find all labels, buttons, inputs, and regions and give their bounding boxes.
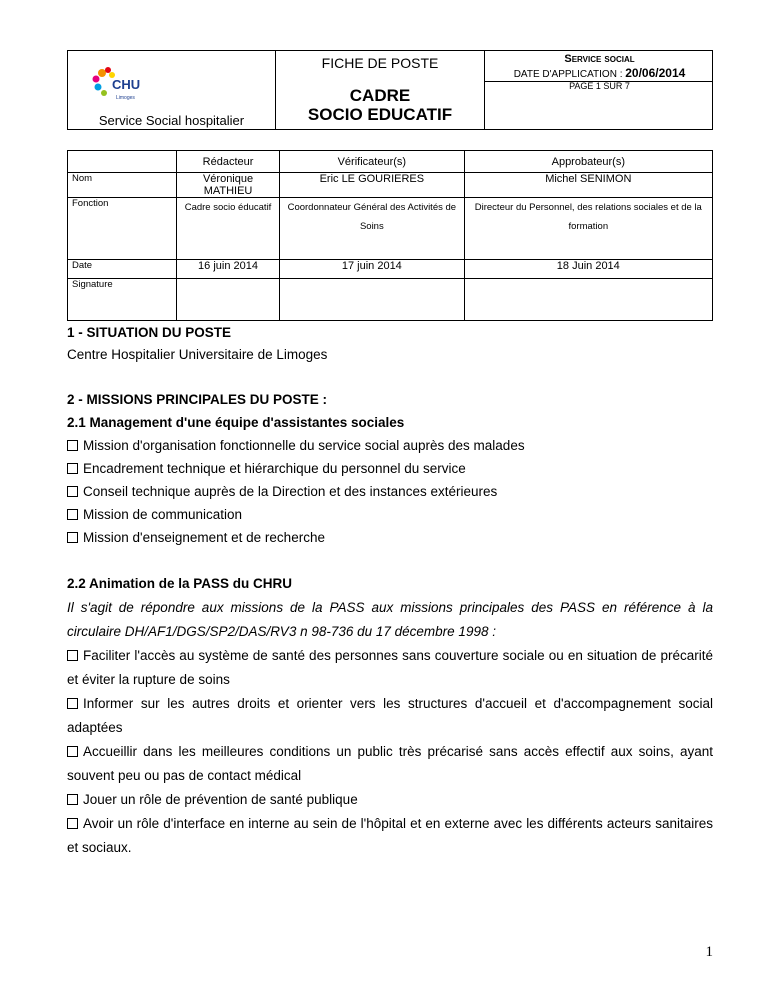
page-number: 1 [705, 944, 713, 960]
table-row [68, 173, 713, 198]
row-label: Fonction [68, 198, 177, 260]
column-header: Vérificateur(s) [280, 151, 465, 173]
checkbox-icon [67, 818, 78, 829]
signature-cell [177, 279, 280, 321]
table-cell: 18 Juin 2014 [464, 260, 712, 279]
list-item [67, 458, 713, 481]
list-item-text: Avoir un rôle d'interface en interne au sein de l'hôpital et en externe avec les différents acteurs sanitaires et sociaux. [67, 816, 713, 855]
table-cell: Michel SENIMON [464, 173, 712, 198]
list-item-text: Jouer un rôle de prévention de santé publique [83, 792, 358, 807]
list-item [67, 788, 713, 812]
row-label: Date [68, 260, 177, 279]
list-item [67, 504, 713, 527]
list-item [67, 481, 713, 504]
department: Service social [564, 53, 635, 65]
table-cell [68, 151, 177, 173]
table-cell: Véronique MATHIEU [177, 173, 280, 198]
list-item [67, 644, 713, 692]
checkbox-icon [67, 650, 78, 661]
section-heading: 2 - MISSIONS PRINCIPALES DU POSTE : [67, 392, 328, 407]
title-line: CADRE [349, 86, 411, 105]
list-item [67, 812, 713, 860]
section-heading: 1 - SITUATION DU POSTE [67, 325, 232, 340]
title-line: SOCIO EDUCATIF [307, 105, 453, 124]
table-cell: Eric LE GOURIERES [280, 173, 465, 198]
date-label: DATE D'APPLICATION : [513, 69, 623, 80]
table-cell: 17 juin 2014 [280, 260, 465, 279]
list-item-text: Conseil technique auprès de la Direction et des instances extérieures [83, 484, 498, 499]
table-row [68, 279, 713, 321]
date-value: 20/06/2014 [625, 66, 686, 80]
signature-cell [464, 279, 712, 321]
document-header [67, 50, 713, 130]
application-date [485, 66, 714, 80]
list-item [67, 692, 713, 740]
list-item [67, 527, 713, 550]
column-header: Rédacteur [177, 151, 280, 173]
checkbox-icon [67, 532, 78, 543]
row-label: Signature [68, 279, 177, 321]
checkbox-icon [67, 440, 78, 451]
page-indicator: PAGE 1 SUR 7 [569, 81, 630, 91]
list-item-text: Faciliter l'accès au système de santé des personnes sans couverture sociale ou en situation de précarité et éviter la rupture de soins [67, 648, 713, 687]
subsection-heading: 2.2 Animation de la PASS du CHRU [67, 576, 293, 591]
service-name: Service Social hospitalier [98, 113, 245, 128]
checkbox-icon [67, 486, 78, 497]
column-header: Approbateur(s) [464, 151, 712, 173]
page-title [276, 86, 484, 124]
checkbox-icon [67, 698, 78, 709]
table-cell: Directeur du Personnel, des relations sociales et de la formation [464, 198, 712, 260]
subsection-heading: 2.1 Management d'une équipe d'assistantes sociales [67, 415, 405, 430]
svg-text:CHU: CHU [112, 77, 141, 92]
table-row [68, 151, 713, 173]
list-item-text: Encadrement technique et hiérarchique du personnel du service [83, 461, 466, 476]
checkbox-icon [67, 794, 78, 805]
list-item-text: Mission d'organisation fonctionnelle du service social auprès des malades [83, 438, 525, 453]
intro-paragraph: Il s'agit de répondre aux missions de la PASS aux missions principales des PASS en référence à la circulaire DH/AF1/DGS/SP2/DAS/RV3 n 98-736 du 17 décembre 1998 : [67, 600, 713, 639]
table-cell: Cadre socio éducatif [177, 198, 280, 260]
svg-text:Limoges: Limoges [116, 95, 135, 101]
list-item [67, 435, 713, 458]
section-text: Centre Hospitalier Universitaire de Limoges [67, 347, 328, 362]
document-type: FICHE DE POSTE [321, 55, 439, 71]
list-item [67, 740, 713, 788]
table-cell: 16 juin 2014 [177, 260, 280, 279]
table-row [68, 198, 713, 260]
table-cell: Coordonnateur Général des Activités de Soins [280, 198, 465, 260]
list-item-text: Mission d'enseignement et de recherche [83, 530, 325, 545]
checkbox-icon [67, 463, 78, 474]
signature-cell [280, 279, 465, 321]
list-item-text: Accueillir dans les meilleures conditions un public très précarisé sans accès effectif aux soins, ayant souvent peu ou pas de contact médical [67, 744, 713, 783]
checkbox-icon [67, 746, 78, 757]
row-label: Nom [68, 173, 177, 198]
list-item-text: Mission de communication [83, 507, 243, 522]
table-row [68, 260, 713, 279]
checkbox-icon [67, 509, 78, 520]
approval-table [67, 150, 713, 321]
list-item-text: Informer sur les autres droits et orienter vers les structures d'accueil et d'accompagnement social adaptées [67, 696, 713, 735]
chu-logo [90, 63, 150, 103]
